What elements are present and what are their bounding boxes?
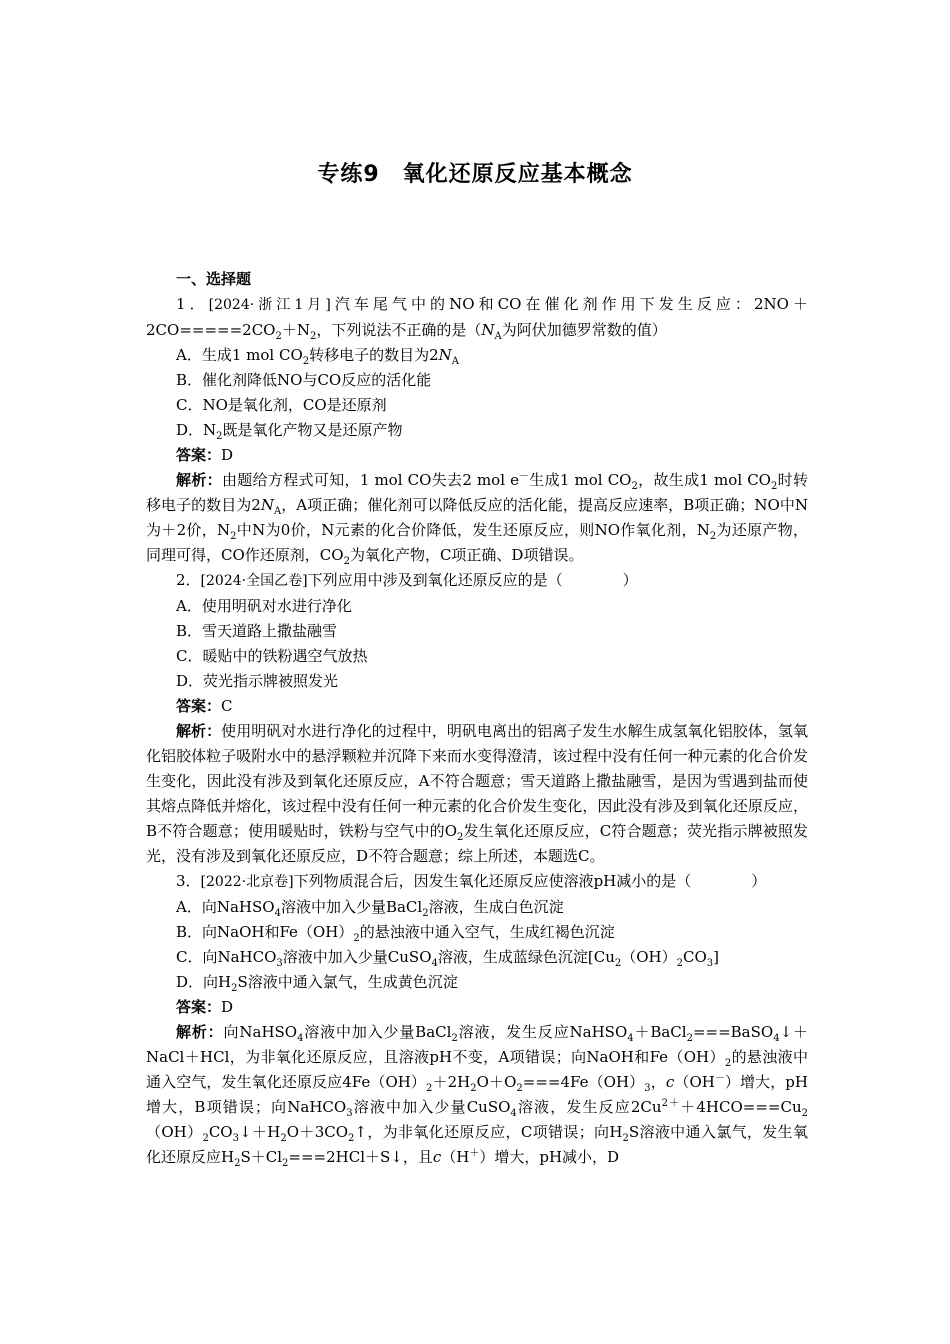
question-1-answer: 答案：D (176, 446, 234, 464)
question-2-option-d: D．荧光指示牌被照发光 (176, 672, 339, 690)
question-2-answer: 答案：C (176, 697, 233, 715)
question-3-stem: 3．[2022·北京卷]下列物质混合后，因发生氧化还原反应使溶液pH减小的是（ ） (176, 872, 767, 890)
question-2-option-b: B．雪天道路上撒盐融雪 (176, 622, 338, 640)
question-1-option-c: C．NO是氧化剂，CO是还原剂 (176, 396, 387, 414)
question-3-analysis: 解析：向NaHSO$_4$溶液中加入少量BaCl$_2$溶液，发生反应NaHSO$_4$＋BaCl$_2$===BaSO$_4$↓＋NaCl＋HCl，为非氧化还原反应，且溶液pH不变，A项错误；向NaOH和$Fe(OH)_2$的悬浊液中通入空气，发生氧化还原反应$4Fe(OH)_2+2H_2O+O_2===4Fe(OH)_3$，c（OH－）增大，pH增大，B项错误；向NaHCO$_3$溶液中加入少量CuSO$_4$溶液，发生反应$2Cu^{2+}+4HCO===Cu_2(OH)_2CO_3↓+H_2O+3CO_2↑$，为非氧化还原反应，C项错误；向$H_2S$溶液中通入氯气，发生氧化还原反应$H_2S+Cl_2===2HCl+S↓$，且c（H＋）增大，pH减小，D (146, 1023, 808, 1169)
question-3-option-b: B．向NaOH和$Fe(OH)_2$的悬浊液中通入空气，生成红褐色沉淀 (176, 923, 615, 944)
question-1-analysis: 解析：由题给方程式可知，1 mol CO失去2 mol e－生成1 mol $CO_2$，故生成1 mol $CO_2$时转移电子的数目为$2N_A$，A项正确；催化剂可以降低反应的活化能，提高反应速率，B项正确；NO中N为＋2价，$N_2$中N为0价，N元素的化合价降低，发生还原反应，则NO作氧化剂，$N_2$为还原产物，同理可得，CO作还原剂，$CO_2$为氧化产物，C项正确、D项错误。 (146, 471, 809, 567)
document-body (146, 267, 808, 1170)
page-title: 专练9 氧化还原反应基本概念 (317, 162, 633, 187)
question-2-option-c: C．暖贴中的铁粉遇空气放热 (176, 647, 368, 665)
question-1-option-d: D．$N_2$既是氧化产物又是还原产物 (176, 421, 403, 442)
question-3-option-c: C．向NaHCO$_3$溶液中加入少量CuSO$_4$溶液，生成蓝绿色沉淀$[Cu_2(OH)_2CO_3]$ (176, 948, 720, 969)
section-heading: 一、选择题 (176, 270, 252, 288)
question-1-stem: 1．[2024·浙江1月]汽车尾气中的NO和CO在催化剂作用下发生反应：$2NO+2CO=====2CO_2+N_2$，下列说法不正确的是（$N_A$为阿伏加德罗常数的值） (146, 295, 808, 342)
question-3-option-a: A．向NaHSO$_4$溶液中加入少量BaCl$_2$溶液，生成白色沉淀 (176, 898, 564, 919)
question-3-answer: 答案：D (176, 998, 234, 1016)
question-3-option-d: D．向$H_2S$溶液中通入氯气，生成黄色沉淀 (176, 973, 458, 994)
question-2-analysis: 解析：使用明矾对水进行净化的过程中，明矾电离出的铝离子发生水解生成氢氧化铝胶体，氢氧化铝胶体粒子吸附水中的悬浮颗粒并沉降下来而水变得澄清，该过程中没有任何一种元素的化合价发生变化，因此没有涉及到氧化还原反应，A不符合题意；雪天道路上撒盐融雪，是因为雪遇到盐而使其熔点降低并熔化，该过程中没有任何一种元素的化合价发生变化，因此没有涉及到氧化还原反应，B不符合题意；使用暖贴时，铁粉与空气中的$O_2$发生氧化还原反应，C符合题意；荧光指示牌被照发光，没有涉及到氧化还原反应，D不符合题意；综上所述，本题选C。 (146, 722, 808, 865)
question-2-option-a: A．使用明矾对水进行净化 (176, 597, 352, 615)
question-1-option-b: B．催化剂降低NO与CO反应的活化能 (176, 371, 432, 389)
question-2-stem: 2．[2024·全国乙卷]下列应用中涉及到氧化还原反应的是（ ） (176, 571, 638, 589)
question-1-option-a: A．生成1 mol $CO_2$转移电子的数目为$2N_A$ (176, 346, 460, 367)
